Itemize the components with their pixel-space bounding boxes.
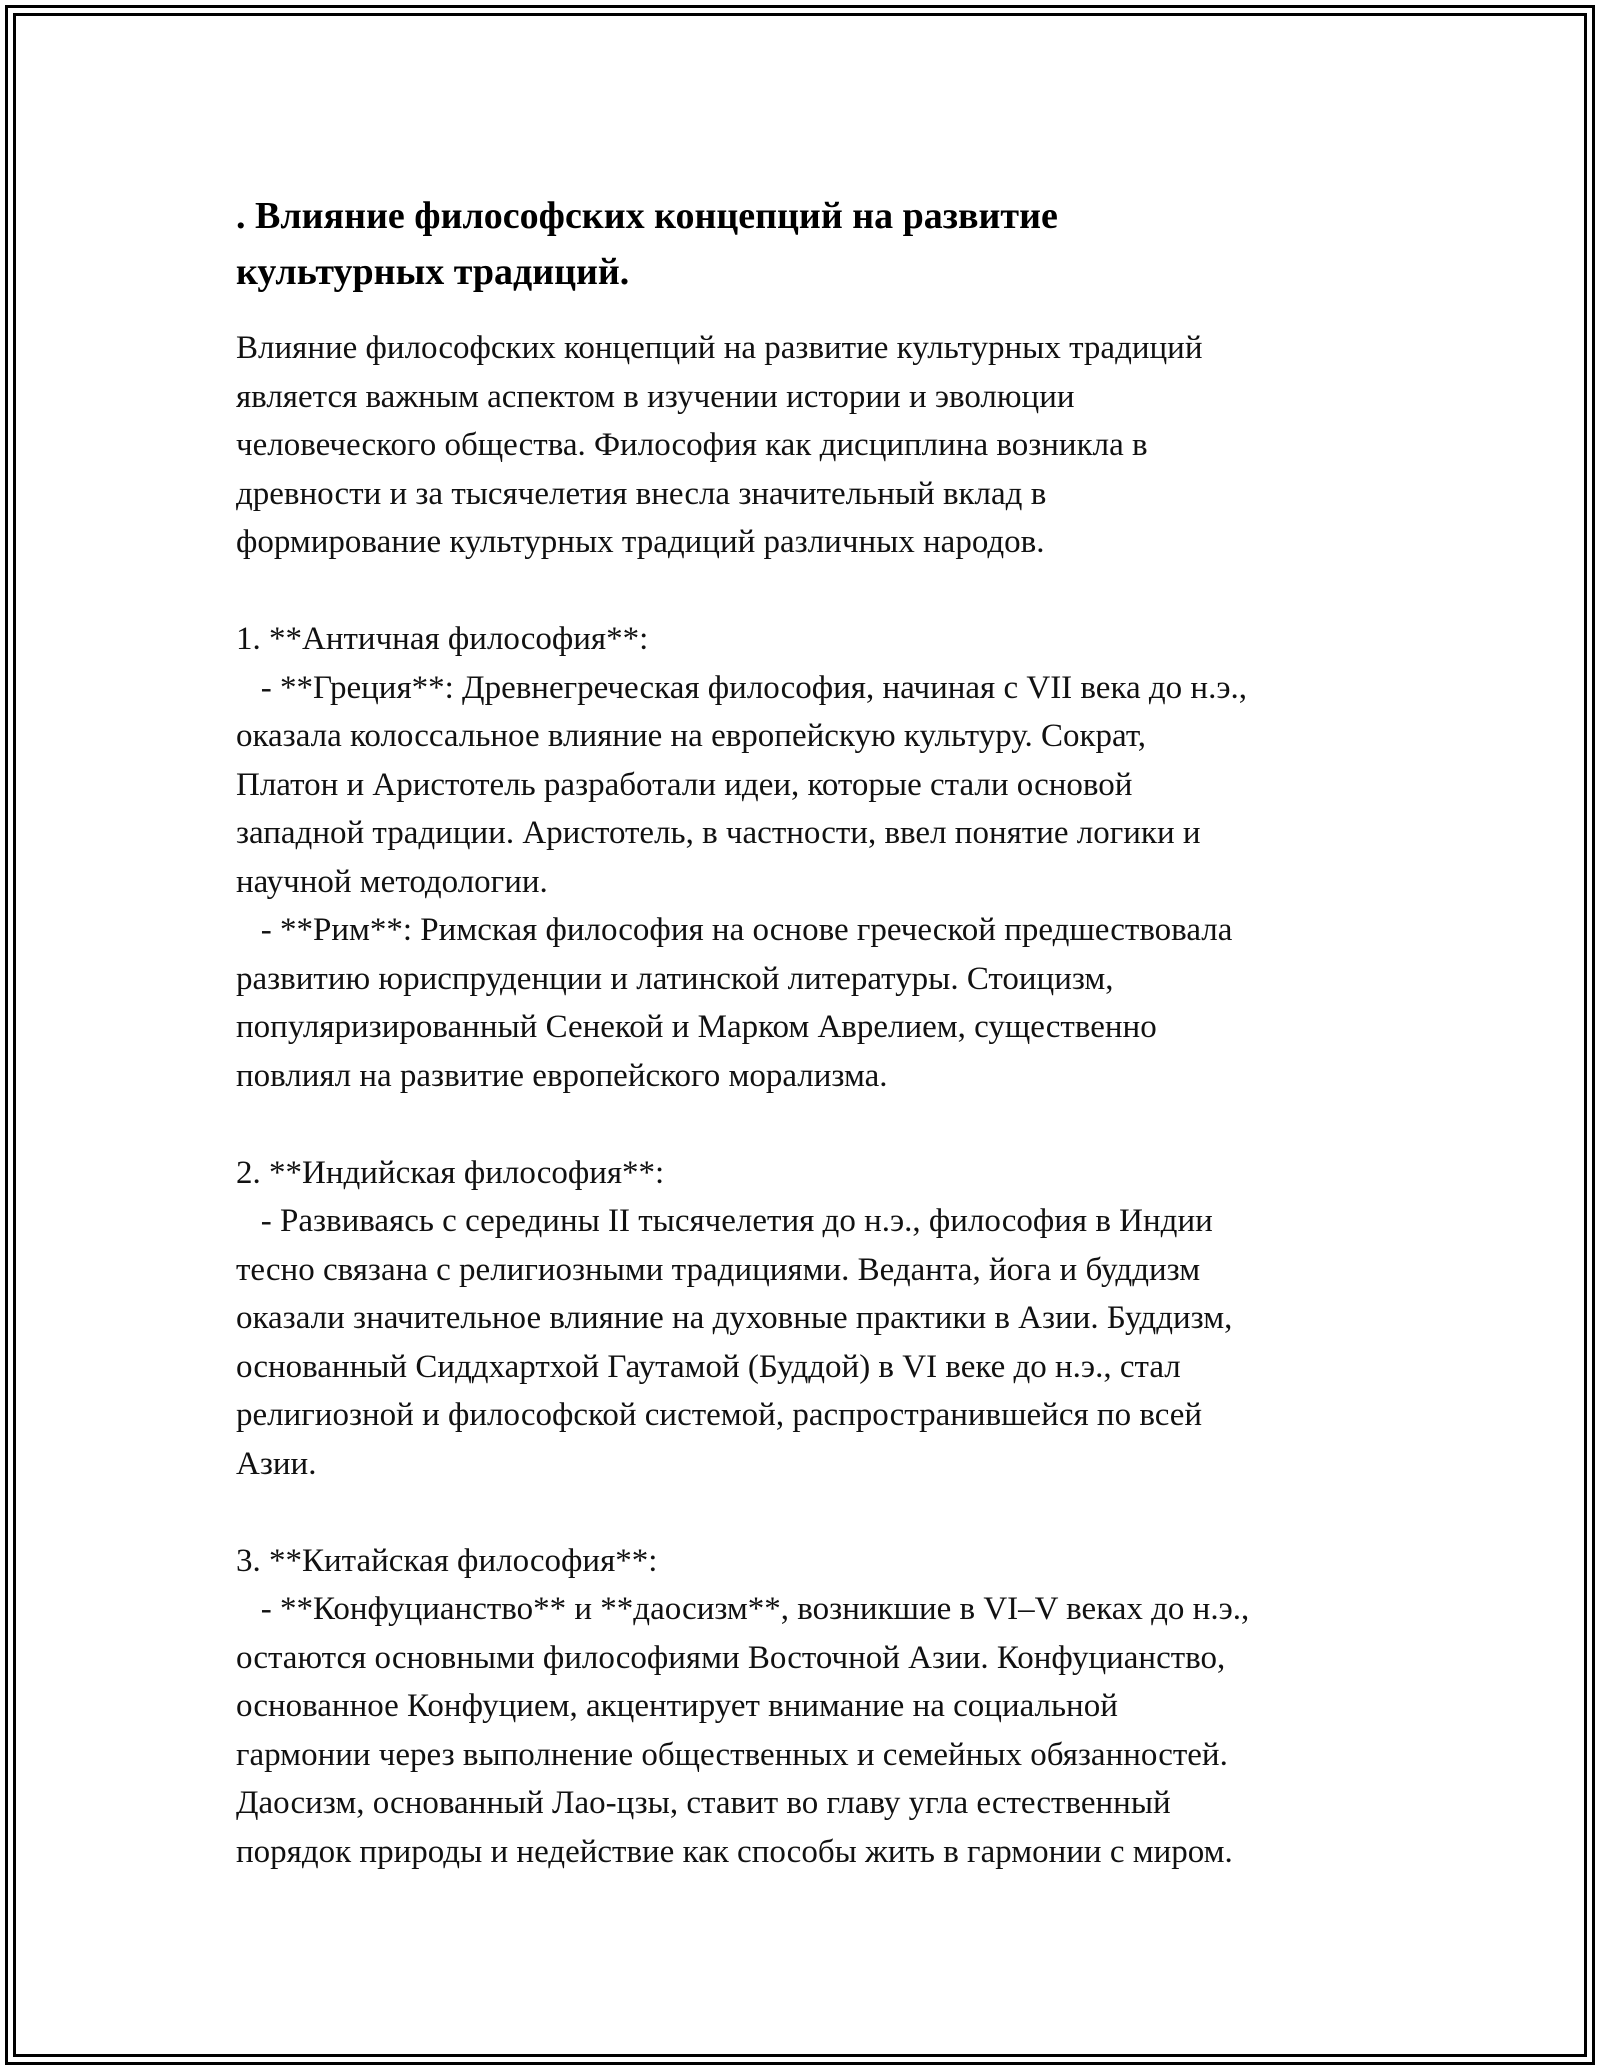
paragraph-gap: [236, 1100, 1386, 1149]
text-line: научной методологии.: [236, 863, 548, 900]
text-line: западной традиции. Аристотель, в частности, ввел понятие логики и: [236, 815, 1201, 851]
text-line: - **Рим**: Римская философия на основе греческой предшествовала: [236, 912, 1233, 948]
text-line: тесно связана с религиозными традициями. Веданта, йога и буддизм: [236, 1251, 1201, 1288]
text-line: развитию юриспруденции и латинской литературы. Стоицизм,: [236, 960, 1114, 997]
page-content: [236, 188, 1386, 1876]
text-line: порядок природы и недействие как способы жить в гармонии с миром.: [236, 1833, 1233, 1870]
paragraph-gap: [236, 567, 1386, 616]
text-line: основанный Сиддхартхой Гаутамой (Буддой) в VI веке до н.э., стал: [236, 1348, 1181, 1385]
section-chinese: [236, 1537, 1386, 1877]
section-heading-line: 1. **Античная философия**:: [236, 621, 649, 657]
text-line: религиозной и философской системой, распространившейся по всей: [236, 1397, 1203, 1433]
text-line: оказали значительное влияние на духовные практики в Азии. Буддизм,: [236, 1300, 1233, 1336]
text-line: человеческого общества. Философия как дисциплина возникла в: [236, 427, 1148, 463]
text-line: повлиял на развитие европейского морализма.: [236, 1057, 888, 1094]
page-title: [236, 188, 1386, 300]
text-line: - Развиваясь с середины II тысячелетия до н.э., философия в Индии: [236, 1203, 1213, 1239]
section-heading-line: 3. **Китайская философия**:: [236, 1542, 658, 1579]
text-line: Платон и Аристотель разработали идеи, которые стали основой: [236, 766, 1133, 803]
text-line: - **Греция**: Древнегреческая философия, начиная с VII века до н.э.,: [236, 669, 1247, 706]
body-text: [236, 324, 1386, 1876]
text-line: основанное Конфуцием, акцентирует внимание на социальной: [236, 1688, 1118, 1724]
text-line: гармонии через выполнение общественных и семейных обязанностей.: [236, 1736, 1228, 1773]
text-line: остаются основными философиями Восточной Азии. Конфуцианство,: [236, 1639, 1226, 1676]
paragraph-gap: [236, 1488, 1386, 1537]
text-line: популяризированный Сенекой и Марком Аврелием, существенно: [236, 1009, 1157, 1045]
title-line: культурных традиций.: [236, 251, 630, 293]
title-line: . Влияние философских концепций на развитие: [236, 195, 1058, 237]
text-line: древности и за тысячелетия внесла значительный вклад в: [236, 475, 1047, 512]
text-line: Влияние философских концепций на развитие культурных традиций: [236, 330, 1203, 366]
intro-paragraph: [236, 324, 1386, 567]
text-line: оказала колоссальное влияние на европейскую культуру. Сократ,: [236, 718, 1147, 754]
text-line: Даосизм, основанный Лао-цзы, ставит во главу угла естественный: [236, 1785, 1171, 1821]
text-line: - **Конфуцианство** и **даосизм**, возникшие в VI–V веках до н.э.,: [236, 1591, 1250, 1627]
text-line: формирование культурных традиций различных народов.: [236, 524, 1045, 560]
section-heading-line: 2. **Индийская философия**:: [236, 1154, 665, 1191]
text-line: является важным аспектом в изучении истории и эволюции: [236, 378, 1075, 415]
section-indian: [236, 1149, 1386, 1489]
text-line: Азии.: [236, 1445, 317, 1482]
section-antique: [236, 615, 1386, 1100]
